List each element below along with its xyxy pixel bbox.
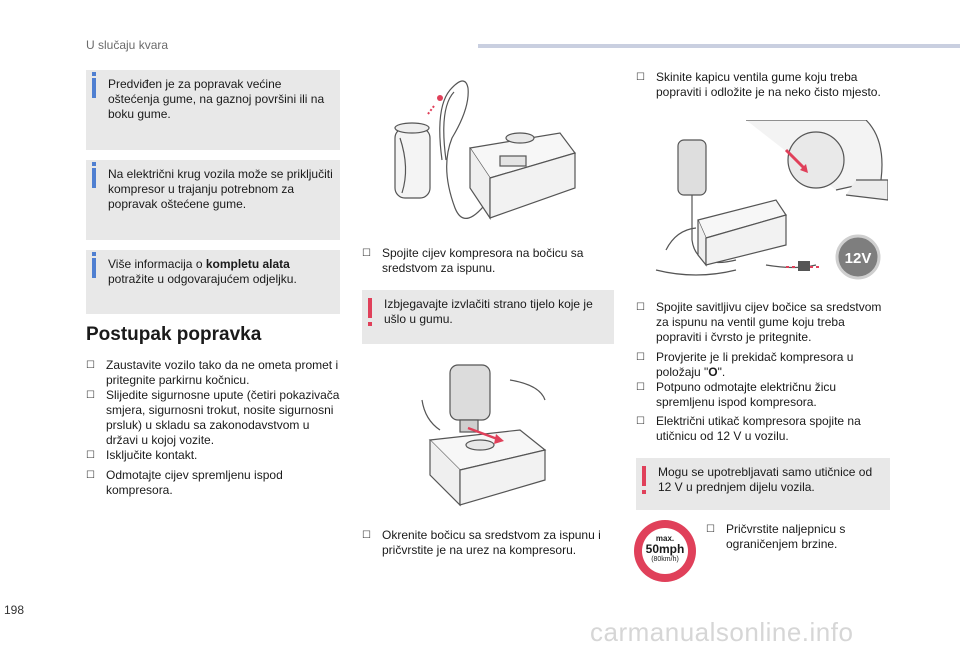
speed-limit-inner (642, 528, 688, 574)
tire-connection-illustration (636, 120, 888, 290)
watermark: carmanualsonline.info (590, 617, 854, 647)
warning-note-2 (636, 458, 890, 510)
warning-note-1 (362, 290, 614, 344)
step-item: ☐ Isključite kontakt. (86, 448, 342, 463)
step-item: ☐ Potpuno odmotajte električnu žicu spremljenu ispod kompresora. (636, 380, 886, 410)
right-step-1 (636, 70, 886, 100)
step-item: ☐ Okrenite bočicu sa sredstvom za ispunu i pričvrstite je na urez na kompresoru. (362, 528, 610, 558)
speed-max: max. (655, 534, 675, 543)
warning-icon (368, 298, 372, 318)
step-item: ☐ Provjerite je li prekidač kompresora u položaju "O". (636, 350, 886, 380)
right-steps-3-4 (636, 350, 886, 410)
speed-mph: 50mph (645, 542, 685, 556)
socket-label: 12V (844, 250, 872, 267)
info-note-3-text: Više informacija o kompletu alata potražite u odgovarajućem odjeljku. (108, 257, 297, 286)
middle-step-1 (362, 246, 610, 276)
step-item: ☐ Slijedite sigurnosne upute (četiri pokazivača smjera, sigurnosni trokut, nosite sigurnosni prsluk) u skladu sa zakonodavstvom u državi u kojoj vozite. (86, 388, 342, 448)
speed-kmh: (80km/h) (651, 556, 679, 563)
step-item: ☐ Pričvrstite naljepnicu s ograničenjem brzine. (706, 522, 884, 552)
info-note-3 (86, 250, 340, 314)
procedure-step-unwind (86, 468, 342, 498)
speed-limit-sticker (634, 520, 696, 582)
step-item: ☐ Spojite savitljivu cijev bočice sa sredstvom za ispunu na ventil gume koju treba popraviti i čvrsto je pritegnite. (636, 300, 886, 345)
header-bar (478, 44, 960, 48)
step-item: ☐ Skinite kapicu ventila gume koju treba popraviti i odložite je na neko čisto mjesto. (636, 70, 886, 100)
step-item: ☐ Električni utikač kompresora spojite na utičnicu od 12 V u vozilu. (636, 414, 886, 444)
info-icon (92, 258, 96, 278)
right-step-5 (636, 414, 886, 444)
warning-note-1-text: Izbjegavajte izvlačiti strano tijelo koje je ušlo u gumu. (384, 297, 593, 326)
compressor-illustration-2 (420, 360, 550, 510)
info-note-2 (86, 160, 340, 240)
procedure-steps (86, 358, 342, 463)
procedure-title: Postupak popravka (86, 324, 262, 345)
info-note-1 (86, 70, 340, 150)
page-number: 198 (4, 603, 25, 617)
right-step-2 (636, 300, 886, 345)
compressor-illustration-1 (380, 68, 590, 236)
right-step-6 (706, 522, 884, 552)
step-item: ☐ Zaustavite vozilo tako da ne ometa promet i pritegnite parkirnu kočnicu. (86, 358, 342, 388)
warning-icon (642, 466, 646, 486)
info-note-1-text: Predviđen je za popravak većine oštećenja gume, na gaznoj površini ili na boku gume. (108, 77, 325, 121)
info-note-2-text: Na električni krug vozila može se priključiti kompresor u trajanju potrebnom za popravak oštećene gume. (108, 167, 333, 211)
warning-note-2-text: Mogu se upotrebljavati samo utičnice od 12 V u prednjem dijelu vozila. (658, 465, 873, 494)
info-icon (92, 78, 96, 98)
info-icon (92, 168, 96, 188)
step-item: ☐ Odmotajte cijev spremljenu ispod kompresora. (86, 468, 342, 498)
step-item: ☐ Spojite cijev kompresora na bočicu sa sredstvom za ispunu. (362, 246, 610, 276)
middle-step-2 (362, 528, 610, 558)
section-title: U slučaju kvara (86, 38, 169, 52)
